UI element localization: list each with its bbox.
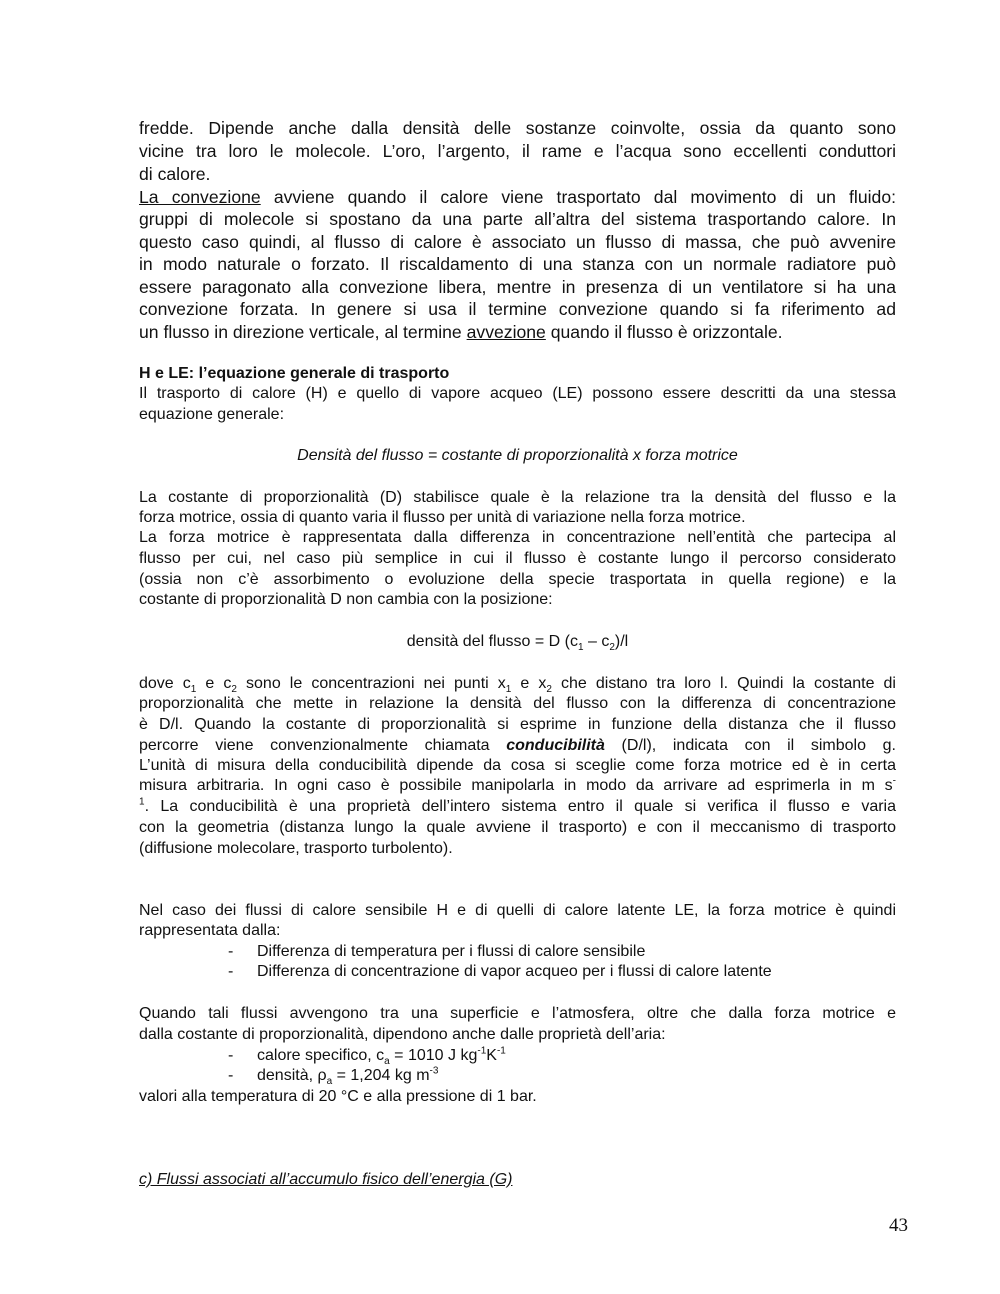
conducibilita-term: conducibilità (506, 737, 605, 754)
convezione-line-4: in modo naturale o forzato. Il riscaldamento di una stanza con un normale radiatore può (139, 254, 896, 274)
p4-line-3: è D/l. Quando la costante di proporzionalità si esprime in funzione della distanza che il flusso (139, 716, 896, 733)
p1-line-2: equazione generale: (139, 406, 285, 423)
p3-line-4: costante di proporzionalità D non cambia con la posizione: (139, 591, 553, 608)
p4-line-1: dove $c_1$ e $c_2$ sono le concentrazioni nei punti $x_1$ e $x_2$ che distano tra loro l. Quindi la costante di (139, 675, 896, 696)
p3-line-2: flusso per cui, nel caso più semplice in cui il flusso è costante lungo il percorso considerato (139, 550, 896, 567)
section-heading: H e LE: l’equazione generale di trasporto (139, 365, 450, 382)
dash-bullet: - (228, 943, 234, 960)
p2-line-1: La costante di proporzionalità (D) stabilisce quale è la relazione tra la densità del flusso e la (139, 489, 896, 506)
intro-line-1: fredde. Dipende anche dalla densità delle sostanze coinvolte, ossia da quanto sono (139, 118, 896, 138)
convezione-line-6: convezione forzata. In genere si usa il termine convezione quando si fa riferimento ad (139, 299, 896, 319)
p4-line-8: con la geometria (distanza lungo la quale avviene il trasporto) e con il meccanismo di trasporto (139, 819, 896, 836)
p1-line-1: Il trasporto di calore (H) e quello di vapore acqueo (LE) possono essere descritti da una stessa (139, 385, 896, 402)
p4-line-2: proporzionalità che mette in relazione la densità del flusso con la differenza di concentrazione (139, 695, 896, 712)
avvezione-term: avvezione (466, 322, 546, 342)
p4-line-4: percorre viene convenzionalmente chiamata conducibilità (D/l), indicata con il simbolo g. (139, 737, 897, 754)
convezione-line-2: gruppi di molecole si spostano da una parte all’altra del sistema trasportando calore. In (139, 209, 896, 229)
dash-bullet: - (228, 963, 234, 980)
equation-1: Densità del flusso = costante di proporzionalità x forza motrice (297, 447, 738, 464)
intro-line-2: vicine tra loro le molecole. L’oro, l’argento, il rame e l’acqua sono eccellenti conduttori (139, 141, 896, 161)
convezione-line-5: essere paragonato alla convezione libera, mentre in presenza di un ventilatore si ha una (139, 277, 896, 297)
p5-line-1: Nel caso dei flussi di calore sensibile H e di quelli di calore latente LE, la forza motrice è quindi (139, 902, 896, 919)
convezione-line-7: un flusso in direzione verticale, al termine avvezione quando il flusso è orizzontale. (139, 322, 783, 342)
p4-line-9: (diffusione molecolare, trasporto turbolento). (139, 840, 453, 857)
p4-line-7: $^1$. La conducibilità è una proprietà dell’intero sistema entro il quale si verifica il flusso e varia (139, 796, 896, 815)
dash-bullet: - (228, 1067, 234, 1084)
p6-line-3: valori alla temperatura di 20 °C e alla pressione di 1 bar. (139, 1088, 537, 1105)
page-number: 43 (889, 1215, 908, 1236)
p3-line-3: (ossia non c’è assorbimento o evoluzione della specie trasportata in quella regione) e la (139, 571, 896, 588)
next-section-heading: c) Flussi associati all’accumulo fisico dell’energia (G) (139, 1171, 513, 1188)
document-page: fredde. Dipende anche dalla densità delle sostanze coinvolte, ossia da quanto sono vicine tra loro le molecole. L’oro, l’argento, il rame e l’acqua sono eccellenti conduttori di calore. La convezione avviene quando il calore viene trasportato dal movimento di un fluido: gruppi di molecole si spostano da una parte all’altra del sistema trasportando calore. In questo caso quindi, al flusso di calore è associato un flusso di massa, che può avvenire in modo naturale o forzato. Il riscaldamento di una stanza con un normale radiatore può essere paragonato alla convezione libera, mentre in presenza di un ventilatore si ha una convezione forzata. In genere si usa il termine convezione quando si fa riferimento ad un flusso in direzione verticale, al termine avvezione quando il flusso è orizzontale. H e LE: l’equazione generale di trasporto Il trasporto di calore (H) e quello di vapore acqueo (LE) possono essere descritti da una stessa equazione generale: Densità del flusso = costante di proporzionalità x forza motrice La costante di proporzionalità (D) stabilisce quale è la relazione tra la densità del flusso e la forza motrice, ossia di quanto varia il flusso per unità di variazione nella forza motrice. La forza motrice è rappresentata dalla differenza in concentrazione nell’entità che partecipa al flusso per cui, nel caso più semplice in cui il flusso è costante lungo il percorso considerato (ossia non c’è assorbimento o evoluzione della specie trasportata in quella regione) e la costante di proporzionalità D non cambia con la posizione: densità del flusso = D $(c_1 - c_2)/l$ dove $c_1$ e $c_2$ sono le concentrazioni nei punti $x_1$ e $x_2$ che distano tra loro l. Quindi la costante di proporzionalità che mette in relazione la densità del flusso con la differenza di concentrazione è D/l. Quando la costante di proporzionalità si esprime in funzione della distanza che il flusso percorre viene convenzionalmente chiamata conducibilità (D/l), indicata con il simbolo g. L’unità di misura della conducibilità dipende da cosa si sceglie come forza motrice ed è in certa misura arbitraria. In ogni caso è possibile manipolarla in modo da arrivare ad esprimerla in m s- $^1$. La conducibilità è una proprietà dell’intero sistema entro il quale si verifica il flusso e varia con la geometria (distanza lungo la quale avviene il trasporto) e con il meccanismo di trasporto (diffusione molecolare, trasporto turbolento). Nel caso dei flussi di calore sensibile H e di quelli di calore latente LE, la forza motrice è quindi rappresentata dalla: - Differenza di temperatura per i flussi di calore sensibile - Differenza di concentrazione di vapor acqueo per i flussi di calore latente Quando tali flussi avvengono tra una superficie e l’atmosfera, oltre che dalla forza motrice e dalla costante di proporzionalità, dipendono anche dalle proprietà dell’aria: - calore specifico, $c_a = 1010$ J $kg^{-1}K^{-1}$ - densità, $\rho_a = 1,204$ kg $m^{-3}$ valori alla temperatura di 20 °C e alla pressione di 1 bar. c) Flussi associati all’accumulo fisico dell’energia (G) 43 (139, 118, 908, 1236)
intro-line-3: di calore. (139, 164, 211, 184)
convezione-line-1: La convezione avviene quando il calore viene trasportato dal movimento di un fluido: (139, 187, 896, 207)
p6-line-2: dalla costante di proporzionalità, dipendono anche dalle proprietà dell’aria: (139, 1026, 666, 1043)
p5-line-2: rappresentata dalla: (139, 922, 281, 939)
p2-line-2: forza motrice, ossia di quanto varia il flusso per unità di variazione nella forza motrice. (139, 509, 746, 526)
p3-line-1: La forza motrice è rappresentata dalla differenza in concentrazione nell’entità che partecipa al (139, 529, 896, 546)
p4-line-6: misura arbitraria. In ogni caso è possibile manipolarla in modo da arrivare ad esprimerla in m s- (139, 775, 896, 794)
p4-line-5: L’unità di misura della conducibilità dipende da cosa si sceglie come forza motrice ed è in certa (139, 757, 896, 774)
convezione-line-3: questo caso quindi, al flusso di calore è associato un flusso di massa, che può avvenire (139, 232, 896, 252)
equation-2: densità del flusso = D $(c_1 - c_2)/l$ (406, 633, 629, 654)
convezione-term: La convezione (139, 187, 261, 207)
p6-line-1: Quando tali flussi avvengono tra una superficie e l’atmosfera, oltre che dalla forza motrice e (139, 1005, 896, 1022)
dash-bullet: - (228, 1047, 234, 1064)
